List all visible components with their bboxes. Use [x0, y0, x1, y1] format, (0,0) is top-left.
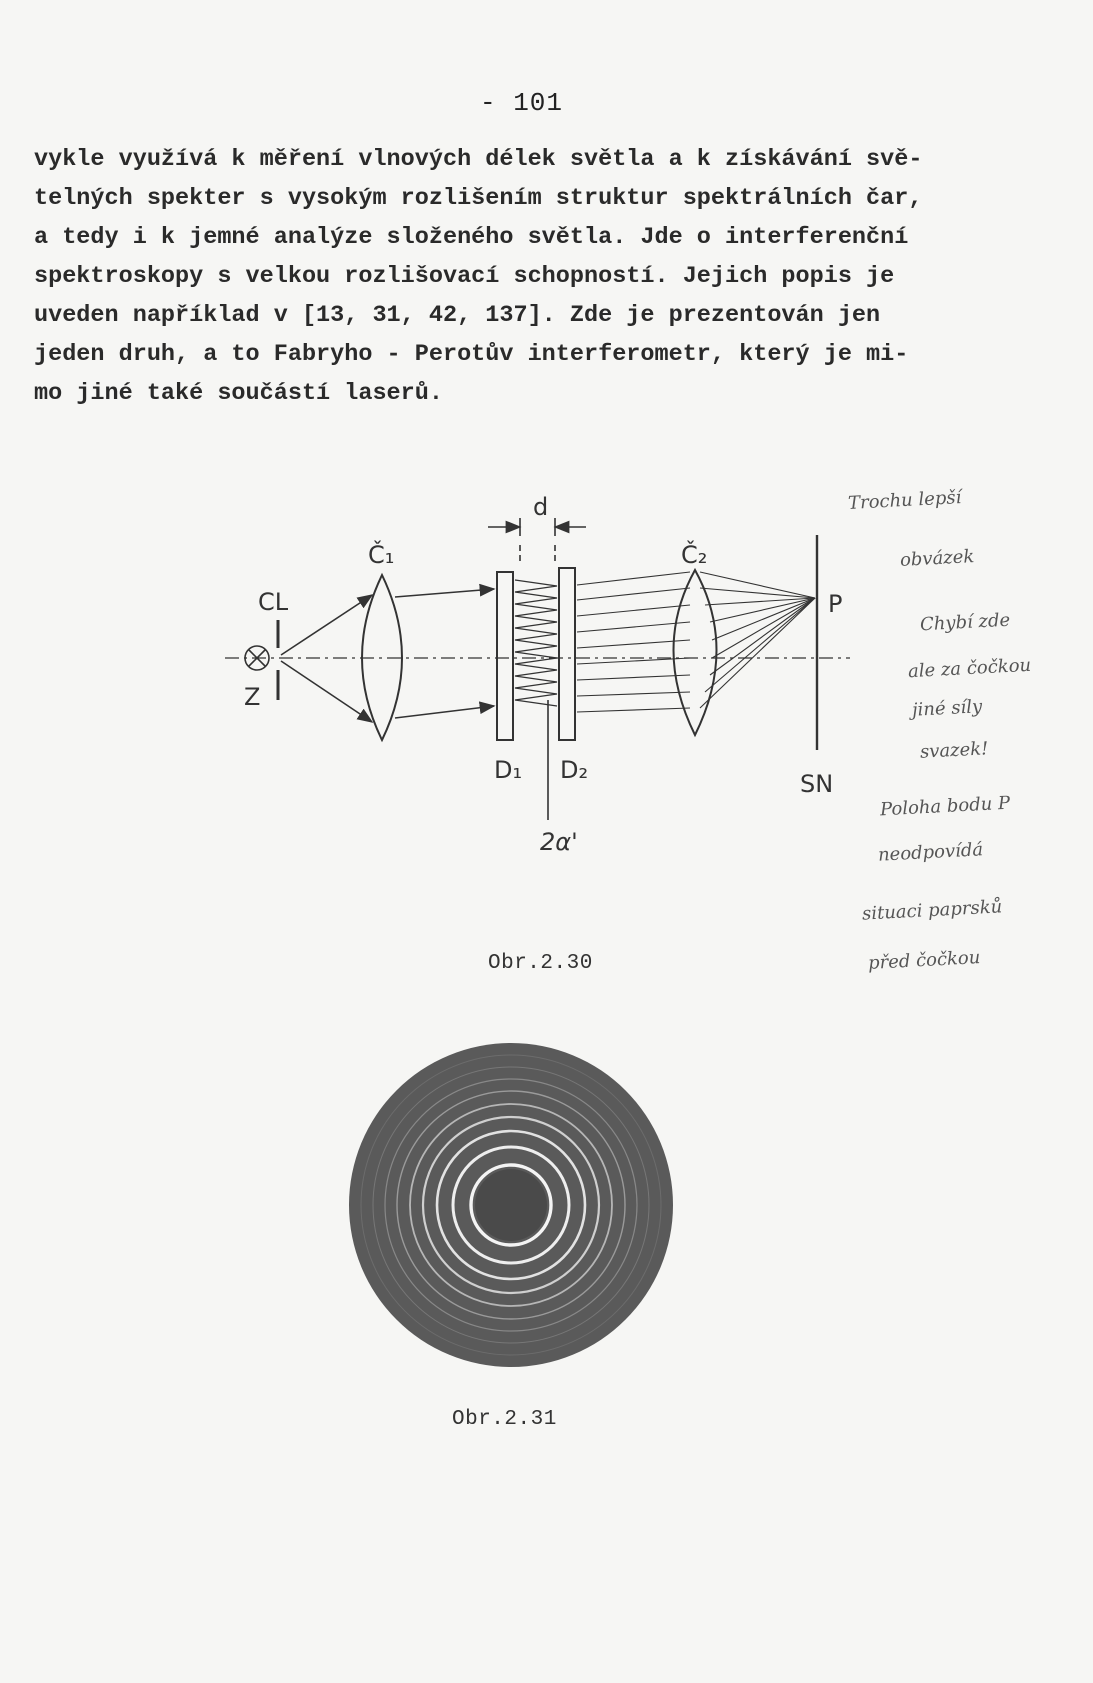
label-d2: D₂ — [560, 756, 589, 784]
label-sn: SN — [800, 770, 834, 798]
handwritten-note: ale za čočkou — [907, 654, 1032, 683]
multiple-reflections — [515, 580, 557, 706]
plate-d1 — [497, 572, 513, 740]
label-c1: Č₁ — [368, 541, 395, 569]
handwritten-note: Poloha bodu P — [879, 792, 1011, 821]
label-c2: Č₂ — [681, 541, 708, 569]
text-line: a tedy i k jemné analýze složeného světla. Jde o interferenční — [34, 224, 909, 251]
text-line: vykle využívá k měření vlnových délek světla a k získávání svě- — [34, 146, 923, 173]
figure-caption-230: Obr.2.30 — [488, 952, 593, 975]
label-z: Z — [244, 683, 261, 711]
label-cl: CL — [258, 588, 289, 616]
text-line: mo jiné také součástí laserů. — [34, 380, 443, 407]
text-line: telných spekter s vysokým rozlišením struktur spektrálních čar, — [34, 185, 923, 212]
plate-d2 — [559, 568, 575, 740]
handwritten-note: neodpovídá — [877, 839, 984, 866]
text-line: jeden druh, a to Fabryho - Perotův interferometr, který je mi- — [34, 341, 909, 368]
ring-center — [475, 1169, 547, 1241]
handwritten-note: svazek! — [919, 738, 989, 763]
label-p: P — [828, 590, 843, 618]
page-number: - 101 — [480, 88, 564, 118]
handwritten-note: situaci paprsků — [861, 896, 1003, 925]
figure-caption-231: Obr.2.31 — [452, 1408, 557, 1431]
handwritten-note: jiné síly — [911, 696, 983, 721]
handwritten-note: před čočkou — [867, 947, 981, 974]
label-d: d — [533, 493, 549, 521]
label-alpha: 2α' — [540, 828, 578, 856]
interference-rings-figure — [346, 1040, 676, 1370]
label-d1: D₁ — [494, 756, 523, 784]
handwritten-note: obvázek — [899, 546, 975, 571]
handwritten-note: Trochu lepší — [847, 487, 962, 514]
text-line: spektroskopy s velkou rozlišovací schopností. Jejich popis je — [34, 263, 895, 290]
handwritten-note: Chybí zde — [919, 609, 1011, 636]
lens-c2 — [674, 570, 717, 735]
text-line: uveden například v [13, 31, 42, 137]. Zde je prezentován jen — [34, 302, 881, 329]
